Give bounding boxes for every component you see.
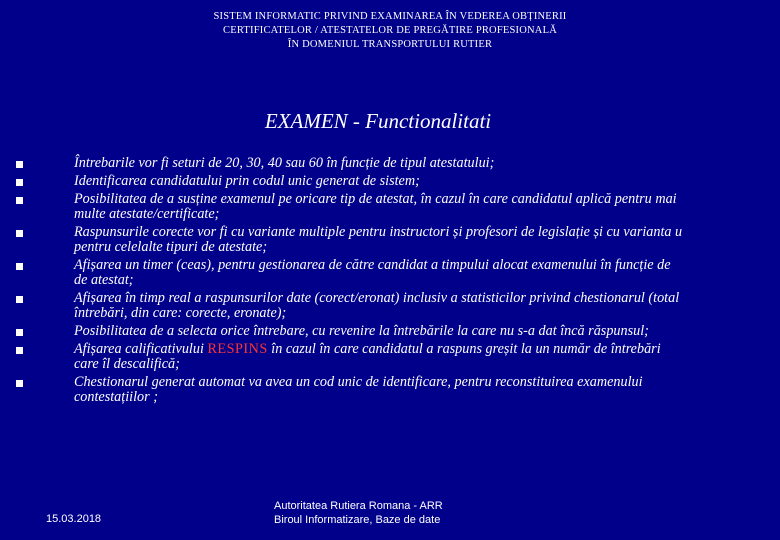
list-item-text-cont: contestațiilor ;: [74, 389, 158, 405]
list-item: [14, 174, 780, 189]
list-item-text: Afișarea un timer (ceas), pentru gestionarea de către candidat a timpului alocat examenului în funcție de: [74, 257, 671, 273]
respins-status: RESPINS: [207, 341, 268, 357]
list-item-text: [74, 342, 780, 357]
list-item: [14, 324, 780, 339]
list-item: [14, 225, 780, 255]
footer-org-line-1: Autoritatea Rutiera Romana - ARR: [274, 500, 443, 512]
list-item-text: Posibilitatea de a selecta orice întrebare, cu revenire la întrebările la care nu s-a dat încă răspunsul;: [74, 323, 649, 339]
bullet-square-icon: [16, 380, 23, 387]
bullet-square-icon: [16, 230, 23, 237]
list-item-text-cont: multe atestate/certificate;: [74, 206, 220, 222]
header-line-2: CERTIFICATELOR / ATESTATELOR DE PREGĂTIRE PROFESIONALĂ: [223, 25, 557, 36]
bullet-square-icon: [16, 347, 23, 354]
bullet-square-icon: [16, 329, 23, 336]
footer-organization: [274, 499, 443, 527]
list-item: [14, 156, 780, 171]
list-item-text: Raspunsurile corecte vor fi cu variante multiple pentru instructori și profesori de legislație și cu varianta u: [74, 224, 683, 240]
footer-org-line-2: Biroul Informatizare, Baze de date: [274, 514, 441, 526]
list-item: [14, 342, 780, 372]
feature-list: [14, 156, 780, 408]
list-item-text-cont: pentru celelalte tipuri de atestate;: [74, 239, 268, 255]
bullet-square-icon: [16, 161, 23, 168]
slide-title: EXAMEN - Functionalitati: [264, 109, 492, 133]
presentation-header: [0, 10, 780, 52]
list-item-text: Chestionarul generat automat va avea un cod unic de identificare, pentru reconstituirea examenului: [74, 374, 643, 390]
list-item-text: Afișarea în timp real a raspunsurilor date (corect/eronat) inclusiv a statisticilor privind chestionarul (total: [74, 290, 680, 306]
list-item: [14, 291, 780, 321]
list-item-text-a: Afișarea calificativului: [74, 341, 208, 357]
list-item-text-cont: care îl descalifică;: [74, 356, 180, 372]
bullet-square-icon: [16, 179, 23, 186]
header-line-3: ÎN DOMENIUL TRANSPORTULUI RUTIER: [287, 39, 493, 50]
bullet-square-icon: [16, 197, 23, 204]
list-item: [14, 258, 780, 288]
bullet-square-icon: [16, 263, 23, 270]
list-item-text-cont: de atestat;: [74, 272, 134, 288]
list-item-text-cont: întrebări, din care: corecte, eronate);: [74, 305, 287, 321]
list-item-text: Întrebarile vor fi seturi de 20, 30, 40 sau 60 în funcție de tipul atestatului;: [74, 155, 495, 171]
list-item: [14, 192, 780, 222]
footer-date: 15.03.2018: [46, 513, 102, 525]
header-line-1: SISTEM INFORMATIC PRIVIND EXAMINAREA ÎN VEDEREA OBȚINERII: [213, 11, 567, 22]
list-item-text-b: în cazul în care candidatul a raspuns greșit la un număr de întrebări: [267, 341, 661, 357]
bullet-square-icon: [16, 296, 23, 303]
list-item-text: Posibilitatea de a susține examenul pe oricare tip de atestat, în cazul în care candidatul aplică pentru mai: [74, 191, 677, 207]
list-item-text: Identificarea candidatului prin codul unic generat de sistem;: [74, 173, 420, 189]
list-item: [14, 375, 780, 405]
